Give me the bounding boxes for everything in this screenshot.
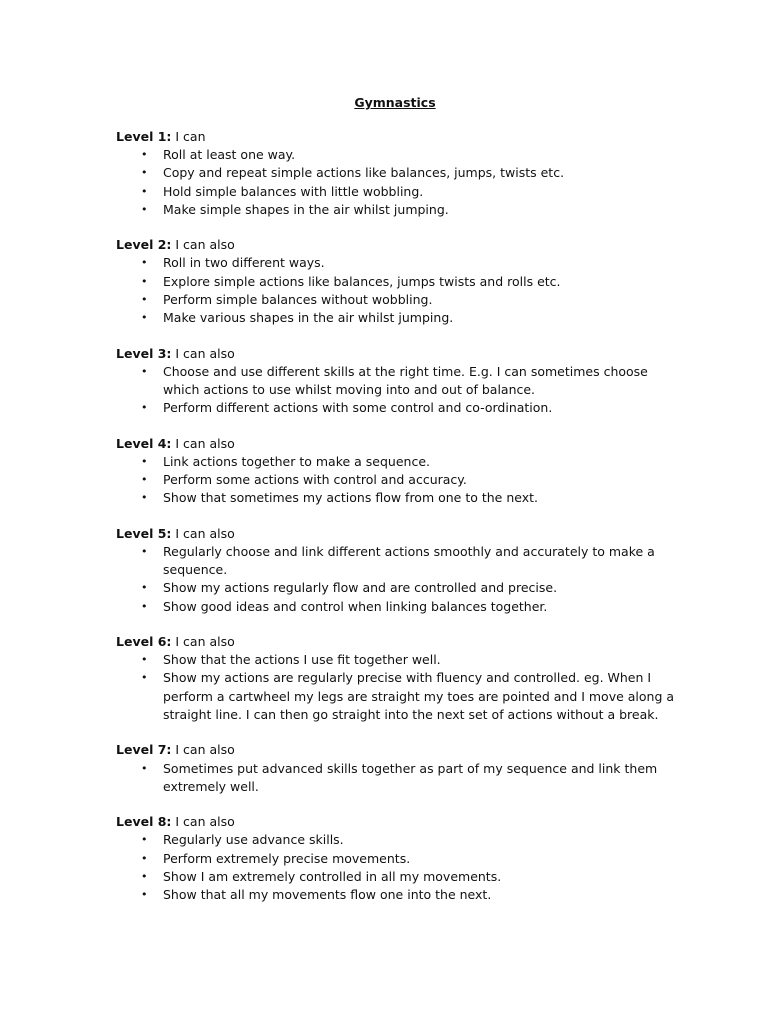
list-item-text: Choose and use different skills at the right time. E.g. I can sometimes choose which actions to use whilst moving into and out of balance. <box>163 363 648 397</box>
list-item <box>116 164 676 182</box>
list-item <box>116 453 676 471</box>
level-intro: I can also <box>175 742 235 758</box>
list-item-text: Show my actions are regularly precise with fluency and controlled. eg. When I perform a cartwheel my legs are straight my toes are pointed and I move along a straight line. I can then go straight into the next set of actions without a break. <box>163 670 675 722</box>
levels-list <box>116 128 676 922</box>
bullet-icon: • <box>141 364 148 378</box>
level-section <box>116 128 676 219</box>
bullet-icon: • <box>141 653 148 667</box>
level-section <box>116 236 676 327</box>
list-item <box>116 850 676 868</box>
level-name: Level 5: <box>116 525 172 541</box>
level-intro: I can also <box>175 345 235 361</box>
list-item-text: Perform different actions with some control and co-ordination. <box>163 400 553 416</box>
level-section <box>116 633 676 724</box>
list-item-text: Make simple shapes in the air whilst jumping. <box>163 201 449 217</box>
bullet-icon: • <box>141 761 148 775</box>
bullet-icon: • <box>141 544 148 558</box>
level-name: Level 8: <box>116 814 172 830</box>
list-item <box>116 399 676 417</box>
bullet-icon: • <box>141 148 148 162</box>
list-item-text: Show that sometimes my actions flow from one to the next. <box>163 490 539 506</box>
bullet-icon: • <box>141 869 148 883</box>
list-item <box>116 471 676 489</box>
bullet-list <box>116 254 676 327</box>
level-section <box>116 525 676 616</box>
list-item-text: Perform some actions with control and accuracy. <box>163 472 467 488</box>
level-intro: I can also <box>175 814 235 830</box>
list-item-text: Show that the actions I use fit together well. <box>163 652 441 668</box>
list-item-text: Copy and repeat simple actions like balances, jumps, twists etc. <box>163 165 565 181</box>
bullet-icon: • <box>141 166 148 180</box>
level-name: Level 2: <box>116 237 172 253</box>
level-name: Level 7: <box>116 742 172 758</box>
bullet-icon: • <box>141 184 148 198</box>
list-item <box>116 291 676 309</box>
bullet-list <box>116 831 676 904</box>
level-heading <box>116 813 676 831</box>
level-intro: I can also <box>175 237 235 253</box>
level-heading <box>116 128 676 146</box>
level-section <box>116 345 676 418</box>
level-heading <box>116 633 676 651</box>
list-item <box>116 201 676 219</box>
bullet-icon: • <box>141 473 148 487</box>
bullet-icon: • <box>141 833 148 847</box>
list-item <box>116 598 676 616</box>
list-item <box>116 886 676 904</box>
bullet-icon: • <box>141 256 148 270</box>
level-section <box>116 813 676 904</box>
list-item-text: Explore simple actions like balances, jumps twists and rolls etc. <box>163 273 561 289</box>
list-item <box>116 831 676 849</box>
level-name: Level 3: <box>116 345 172 361</box>
list-item <box>116 651 676 669</box>
list-item-text: Hold simple balances with little wobbling. <box>163 183 424 199</box>
list-item <box>116 363 676 399</box>
list-item <box>116 183 676 201</box>
list-item-text: Regularly choose and link different actions smoothly and accurately to make a sequence. <box>163 543 655 578</box>
level-intro: I can also <box>175 525 235 541</box>
bullet-icon: • <box>141 202 148 216</box>
list-item <box>116 669 676 724</box>
bullet-list <box>116 651 676 724</box>
level-heading <box>116 525 676 543</box>
bullet-icon: • <box>141 401 148 415</box>
document-title: Gymnastics <box>354 95 436 110</box>
level-name: Level 4: <box>116 435 172 451</box>
bullet-list <box>116 453 676 508</box>
level-heading <box>116 345 676 363</box>
bullet-list <box>116 363 676 418</box>
list-item <box>116 254 676 272</box>
bullet-icon: • <box>141 581 148 595</box>
bullet-list <box>116 760 676 796</box>
list-item <box>116 543 676 579</box>
list-item-text: Show I am extremely controlled in all my movements. <box>163 868 502 884</box>
list-item <box>116 309 676 327</box>
list-item-text: Perform extremely precise movements. <box>163 850 411 866</box>
bullet-icon: • <box>141 274 148 288</box>
bullet-icon: • <box>141 311 148 325</box>
list-item-text: Perform simple balances without wobbling. <box>163 291 433 307</box>
level-heading <box>116 741 676 759</box>
list-item-text: Show that all my movements flow one into the next. <box>163 887 492 903</box>
level-section <box>116 435 676 508</box>
list-item-text: Show my actions regularly flow and are controlled and precise. <box>163 580 558 596</box>
list-item-text: Sometimes put advanced skills together as part of my sequence and link them extremely well. <box>163 760 658 794</box>
level-heading <box>116 236 676 254</box>
list-item-text: Make various shapes in the air whilst jumping. <box>163 310 454 326</box>
list-item-text: Show good ideas and control when linking balances together. <box>163 598 548 614</box>
list-item <box>116 868 676 886</box>
level-intro: I can <box>175 129 206 144</box>
bullet-icon: • <box>141 599 148 613</box>
list-item <box>116 760 676 796</box>
bullet-icon: • <box>141 851 148 865</box>
list-item <box>116 146 676 164</box>
level-intro: I can also <box>175 634 235 650</box>
bullet-icon: • <box>141 888 148 902</box>
bullet-icon: • <box>141 671 148 685</box>
bullet-icon: • <box>141 491 148 505</box>
list-item-text: Roll in two different ways. <box>163 255 325 271</box>
list-item <box>116 273 676 291</box>
list-item <box>116 579 676 597</box>
list-item-text: Link actions together to make a sequence. <box>163 453 430 469</box>
level-heading <box>116 435 676 453</box>
list-item-text: Regularly use advance skills. <box>163 832 344 848</box>
level-name: Level 1: <box>116 129 172 144</box>
level-name: Level 6: <box>116 634 172 650</box>
bullet-list <box>116 146 676 219</box>
bullet-icon: • <box>141 292 148 306</box>
bullet-list <box>116 543 676 616</box>
list-item-text: Roll at least one way. <box>163 147 296 163</box>
level-intro: I can also <box>175 435 235 451</box>
level-section <box>116 741 676 796</box>
list-item <box>116 489 676 507</box>
bullet-icon: • <box>141 454 148 468</box>
